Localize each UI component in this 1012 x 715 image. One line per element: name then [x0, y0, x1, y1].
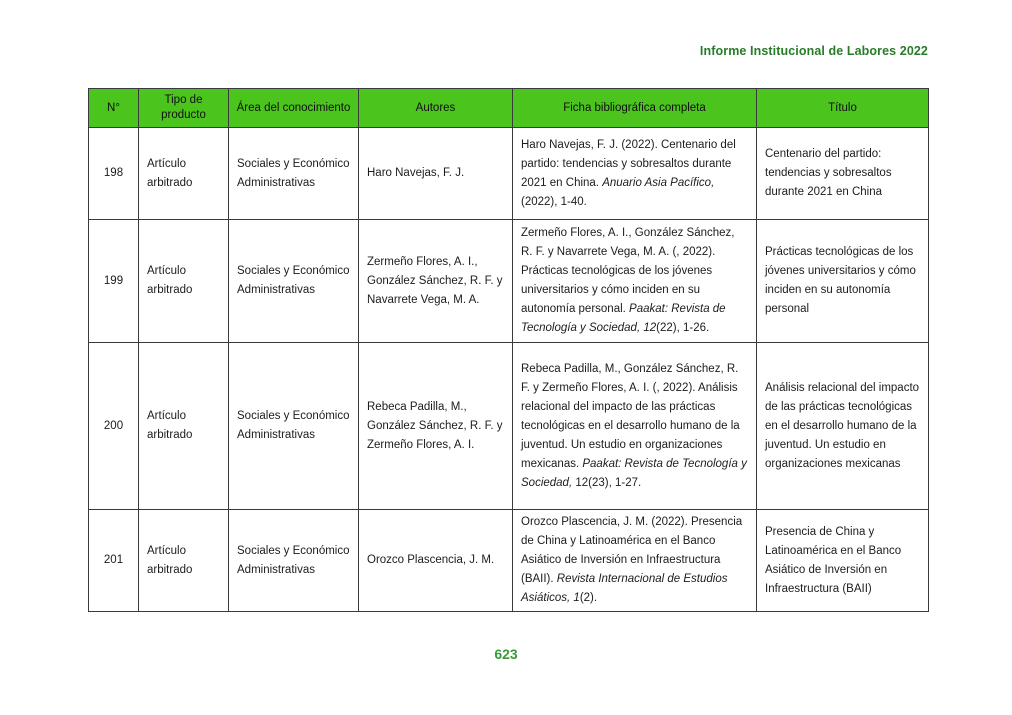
table-body: [89, 128, 929, 612]
running-header: Informe Institucional de Labores 2022: [699, 44, 928, 58]
ficha-italic-segment: Paakat: Revista de Tecnología y Sociedad,: [521, 457, 747, 489]
ficha-italic-segment: Anuario Asia Pacífico,: [602, 176, 715, 189]
table-row: [89, 128, 929, 220]
cell-titulo: Prácticas tecnológicas de los jóvenes universitarios y cómo inciden en su autonomía personal: [757, 220, 929, 343]
cell-area-conocimiento: Sociales y Económico Administrativas: [229, 128, 359, 220]
cell-ficha-bibliografica: [513, 128, 757, 220]
col-header-autores: Autores: [359, 89, 513, 128]
table-row: [89, 343, 929, 510]
table-header: [89, 89, 929, 128]
col-header-area-conocimiento: Área del conocimiento: [229, 89, 359, 128]
cell-titulo: Centenario del partido: tendencias y sobresaltos durante 2021 en China: [757, 128, 929, 220]
cell-titulo: Presencia de China y Latinoamérica en el Banco Asiático de Inversión en Infraestructura (BAII): [757, 510, 929, 612]
cell-numero: 201: [89, 510, 139, 612]
cell-ficha-bibliografica: [513, 220, 757, 343]
col-header-tipo-producto: Tipo de producto: [139, 89, 229, 128]
cell-numero: 200: [89, 343, 139, 510]
table-row: [89, 220, 929, 343]
cell-ficha-bibliografica: [513, 510, 757, 612]
publications-table: [88, 88, 929, 612]
table-header-row: [89, 89, 929, 128]
ficha-text-segment: Rebeca Padilla, M., González Sánchez, R. F. y Zermeño Flores, A. I. (, 2022). Análisis relacional del impacto de las prácticas tecnológicas en el desarrollo humano de la juventud. Un estudio en organizaciones mexicanas.: [521, 362, 740, 470]
cell-tipo-producto: Artículo arbitrado: [139, 343, 229, 510]
ficha-text-segment: Haro Navejas, F. J. (2022). Centenario del partido: tendencias y sobresaltos durante 2021 en China.: [521, 138, 736, 189]
cell-ficha-bibliografica: [513, 343, 757, 510]
page-number: 623: [494, 646, 518, 662]
ficha-text-segment: (22), 1-26.: [656, 322, 710, 334]
cell-autores: Rebeca Padilla, M., González Sánchez, R. F. y Zermeño Flores, A. I.: [359, 343, 513, 510]
cell-numero: 198: [89, 128, 139, 220]
col-header-numero: N°: [89, 89, 139, 128]
table-row: [89, 510, 929, 612]
cell-numero: 199: [89, 220, 139, 343]
ficha-text-segment: (2022), 1-40.: [521, 195, 587, 208]
cell-tipo-producto: Artículo arbitrado: [139, 510, 229, 612]
ficha-text-segment: Orozco Plascencia, J. M. (2022). Presencia de China y Latinoamérica en el Banco Asiático de Inversión en Infraestructura (BAII).: [521, 516, 743, 585]
col-header-titulo: Título: [757, 89, 929, 128]
cell-area-conocimiento: Sociales y Económico Administrativas: [229, 510, 359, 612]
cell-tipo-producto: Artículo arbitrado: [139, 220, 229, 343]
ficha-italic-segment: Paakat: Revista de Tecnología y Sociedad, 12: [521, 303, 726, 334]
cell-tipo-producto: Artículo arbitrado: [139, 128, 229, 220]
cell-autores: Orozco Plascencia, J. M.: [359, 510, 513, 612]
cell-titulo: Análisis relacional del impacto de las prácticas tecnológicas en el desarrollo humano de la juventud. Un estudio en organizaciones mexicanas: [757, 343, 929, 510]
ficha-text-segment: Zermeño Flores, A. I., González Sánchez, R. F. y Navarrete Vega, M. A. (, 2022). Prácticas tecnológicas de los jóvenes universitarios y cómo inciden en su autonomía personal.: [521, 227, 735, 315]
cell-autores: Zermeño Flores, A. I., González Sánchez, R. F. y Navarrete Vega, M. A.: [359, 220, 513, 343]
cell-area-conocimiento: Sociales y Económico Administrativas: [229, 343, 359, 510]
cell-area-conocimiento: Sociales y Económico Administrativas: [229, 220, 359, 343]
cell-autores: Haro Navejas, F. J.: [359, 128, 513, 220]
ficha-text-segment: 12(23), 1-27.: [572, 476, 642, 489]
col-header-ficha-bibliografica: Ficha bibliográfica completa: [513, 89, 757, 128]
ficha-text-segment: (2).: [579, 592, 598, 604]
ficha-italic-segment: Revista Internacional de Estudios Asiáticos, 1: [521, 573, 728, 604]
